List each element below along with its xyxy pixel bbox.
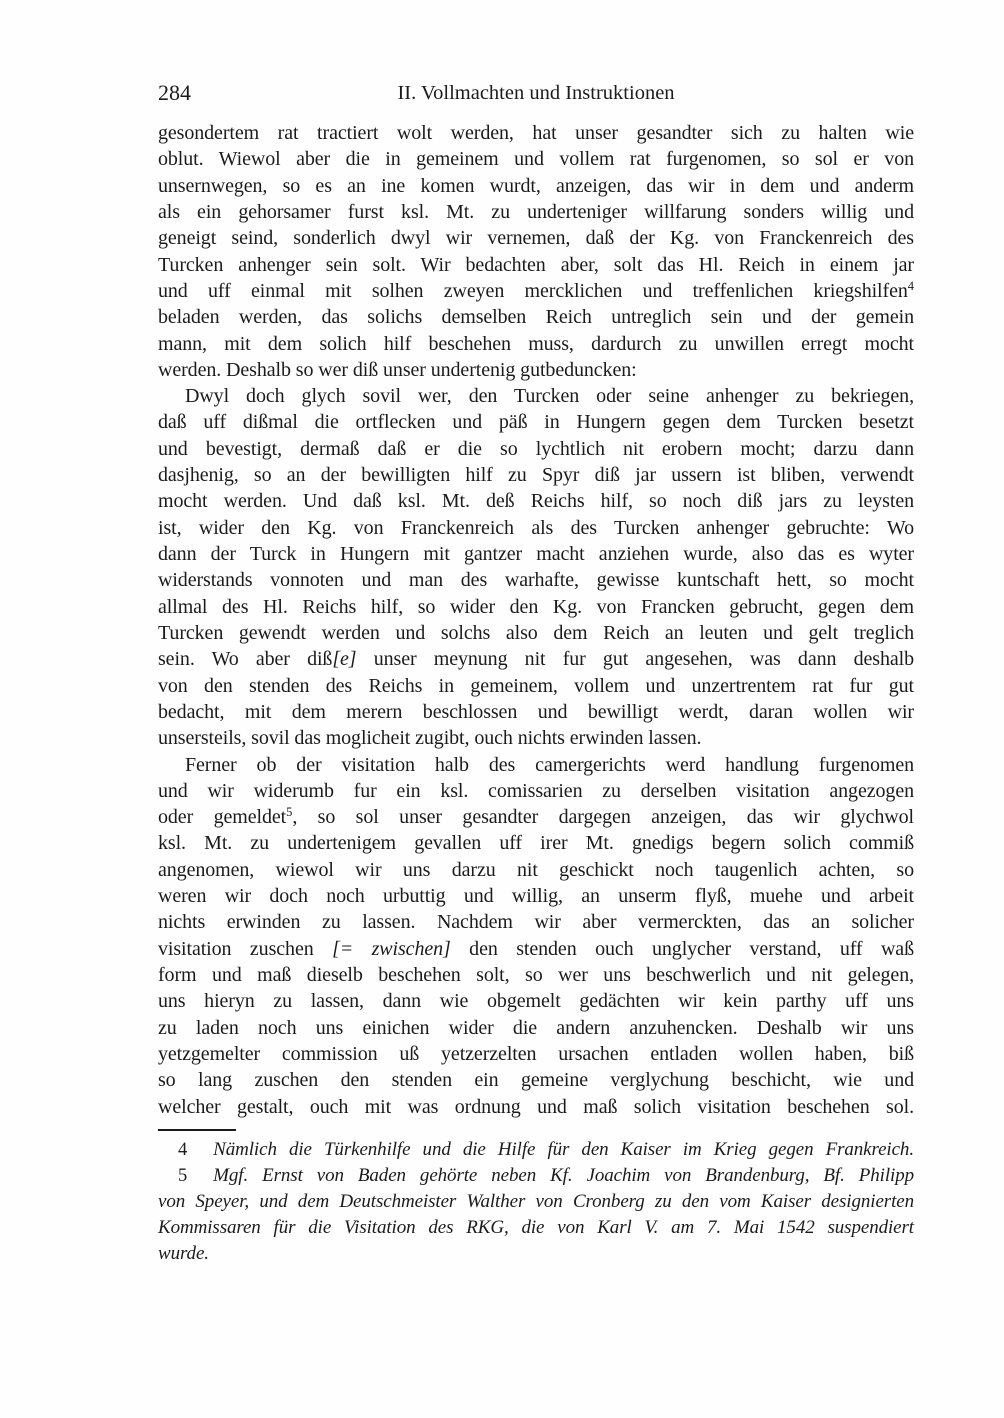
editorial-insertion: [= zwischen] (332, 937, 451, 960)
text-line: dann der Turck in Hungern mit gantzer macht anziehen wurde, also das es wyter (158, 543, 914, 565)
text-line: unsersteils, sovil das moglicheit zugibt, ouch nichts erwinden lassen. (158, 727, 702, 750)
text-line: beladen werden, das solichs demselben Reich untreglich sein und der gemein (158, 306, 914, 329)
footnote-line: wurde. (158, 1243, 209, 1264)
text-line: Turcken gewendt werden und solchs also dem Reich an leuten und gelt treglich (158, 621, 914, 644)
footnote-line: von Speyer, und dem Deutschmeister Walther von Cronberg zu den vom Kaiser designierten (158, 1191, 914, 1212)
footnote-marker: 4 (178, 1140, 188, 1160)
text-line: angenomen, wiewol wir uns darzu nit geschickt noch taugenlich achten, so (158, 858, 914, 881)
text-line: so lang zuschen den stenden ein gemeine verglychung beschicht, wie und (158, 1069, 914, 1092)
text-line: oder gemeldet$^5$, so sol unser gesandter dargegen anzeigen, das wir glychwol (158, 805, 914, 829)
text-line: daß uff dißmal die ortflecken und päß in Hungern gegen dem Turcken besetzt (158, 411, 914, 434)
text-line: oblut. Wiewol aber die in gemeinem und vollem rat furgenomen, so sol er von (158, 148, 914, 171)
text-line: welcher gestalt, ouch mit was ordnung und maß solich visitation beschehen sol. (158, 1095, 914, 1118)
text-line: yetzgemelter commission uß yetzerzelten ursachen entladen wollen haben, biß (158, 1042, 914, 1065)
text-line: unsernwegen, so es an ine komen wurdt, anzeigen, das wir in dem und anderm (158, 174, 914, 197)
text-line: Dwyl doch glych sovil wer, den Turcken oder seine anhenger zu bekriegen, (185, 385, 914, 408)
text-line: geneigt seind, sonderlich dwyl wir vernemen, daß der Kg. von Franckenreich des (158, 227, 914, 250)
text-line: widerstands vonnoten und man des warhafte, gewisse kuntschaft hett, so mocht (158, 569, 914, 592)
footnote-reference: 5 (286, 805, 293, 820)
text-line: und bevestigt, dermaß daß er die so lychtlich nit erobern mocht; darzu dann (158, 437, 914, 460)
text-line: allmal des Hl. Reichs hilf, so wider den Kg. von Francken gebrucht, gegen dem (158, 595, 914, 618)
text-line: und wir widerumb fur ein ksl. comissarien zu derselben visitation angezogen (158, 779, 914, 802)
text-line: sein. Wo aber diß[e] unser meynung nit fur gut angesehen, was dann deshalb (158, 648, 914, 671)
text-line: mann, mit dem solich hilf beschehen muss, dardurch zu unwillen erregt mocht (158, 332, 914, 355)
text-line: bedacht, mit dem merern beschlossen und bewilligt werdt, daran wollen wir (158, 700, 914, 723)
footnotes (158, 1137, 914, 1267)
page-header (158, 80, 914, 108)
footnote-separator (158, 1129, 236, 1131)
running-head: II. Vollmachten und Instruktionen (397, 82, 675, 104)
text-line: ist, wider den Kg. von Franckenreich als des Turcken anhenger gebruchte: Wo (158, 516, 914, 539)
text-line: nichts erwinden zu lassen. Nachdem wir aber vermerckten, das an solicher (158, 911, 914, 934)
text-line: mocht werden. Und daß ksl. Mt. deß Reichs hilf, so noch diß jars zu leysten (158, 490, 914, 513)
footnote-reference: 4 (907, 278, 914, 293)
text-line: Ferner ob der visitation halb des camergerichts werd handlung furgenomen (185, 753, 914, 776)
footnote-marker: 5 (178, 1166, 188, 1186)
text-line: uns hieryn zu lassen, dann wie obgemelt gedächten wir kein parthy uff uns (158, 990, 914, 1013)
text-line: werden. Deshalb so wer diß unser undertenig gutbeduncken: (158, 358, 637, 381)
footnote-line: 5 Mgf. Ernst von Baden gehörte neben Kf. Joachim von Brandenburg, Bf. Philipp (178, 1165, 914, 1186)
editorial-insertion: [e] (332, 648, 357, 671)
text-line: zu laden noch uns einichen wider die andern anzuhencken. Deshalb wir uns (158, 1016, 914, 1039)
text-line: dasjhenig, so an der bewilligten hilf zu Spyr diß jar ussern ist bliben, verwendt (158, 464, 914, 487)
text-line: und uff einmal mit solhen zweyen mercklichen und treffenlichen kriegshilfen$^4$ (158, 278, 914, 302)
text-line: Turcken anhenger sein solt. Wir bedachten aber, solt das Hl. Reich in einem jar (158, 253, 914, 276)
page-number: 284 (158, 80, 191, 105)
footnote-line: 4 Nämlich die Türkenhilfe und die Hilfe für den Kaiser im Krieg gegen Frankreich. (178, 1139, 914, 1160)
text-line: weren wir doch noch urbuttig und willig, an unserm flyß, muehe und arbeit (158, 885, 914, 908)
text-line: von den stenden des Reichs in gemeinem, vollem und unzertrentem rat fur gut (158, 674, 914, 697)
text-line: form und maß dieselb beschehen solt, so wer uns beschwerlich und nit gelegen, (158, 964, 914, 986)
footnote-line: Kommissaren für die Visitation des RKG, die von Karl V. am 7. Mai 1542 suspendiert (158, 1217, 914, 1238)
text-line: gesondertem rat tractiert wolt werden, hat unser gesandter sich zu halten wie (158, 122, 914, 144)
text-line: als ein gehorsamer furst ksl. Mt. zu underteniger willfarung sonders willig und (158, 200, 914, 223)
text-line: ksl. Mt. zu undertenigem gevallen uff irer Mt. gnedigs begern solich commiß (158, 832, 914, 855)
text-line: visitation zuschen [= zwischen] den stenden ouch unglycher verstand, uff waß (158, 937, 914, 960)
body-text (158, 120, 914, 1120)
